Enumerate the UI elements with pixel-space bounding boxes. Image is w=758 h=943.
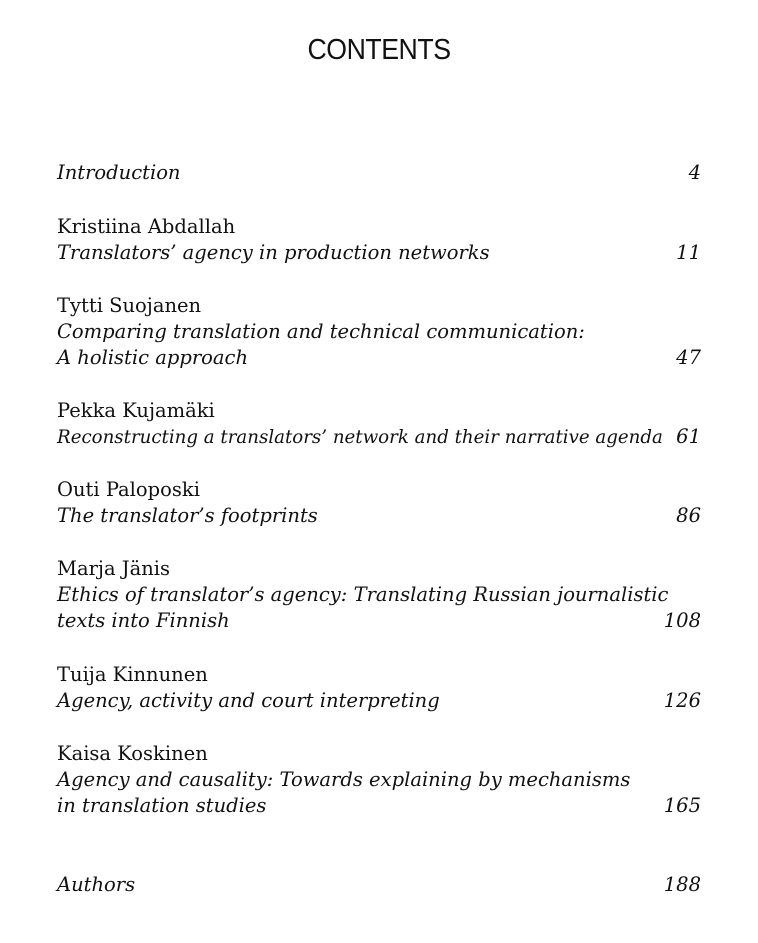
toc-entry-authors[interactable] bbox=[57, 872, 701, 898]
entry-title: Agency and causality: Towards explaining by mechanisms bbox=[57, 768, 631, 791]
page-number: 108 bbox=[663, 609, 701, 632]
page-number: 86 bbox=[676, 504, 701, 527]
entry-title-cont: A holistic approach bbox=[57, 346, 249, 369]
entry-title: Translators’ agency in production networks bbox=[57, 241, 490, 264]
page-title: CONTENTS bbox=[307, 34, 451, 66]
toc-entry-abdallah[interactable] bbox=[57, 214, 701, 266]
entry-title-cont: in translation studies bbox=[57, 794, 267, 817]
entry-title: Introduction bbox=[57, 161, 181, 184]
page-number: 4 bbox=[688, 161, 701, 184]
toc-entry-kujamaki[interactable] bbox=[57, 398, 701, 450]
entry-title: Authors bbox=[57, 873, 136, 896]
entry-title: The translator’s footprints bbox=[57, 504, 318, 527]
entry-title: Reconstructing a translators’ network and their narrative agenda bbox=[57, 427, 663, 448]
entry-author: Kaisa Koskinen bbox=[57, 742, 208, 765]
entry-title: Comparing translation and technical communication: bbox=[57, 320, 585, 343]
entry-author: Tytti Suojanen bbox=[57, 294, 202, 317]
page-number: 188 bbox=[663, 873, 701, 896]
toc-entry-suojanen[interactable] bbox=[57, 293, 701, 371]
toc-entry-janis[interactable] bbox=[57, 556, 701, 634]
page-number: 61 bbox=[676, 425, 701, 448]
page-number: 165 bbox=[663, 794, 701, 817]
toc-entry-paloposki[interactable] bbox=[57, 477, 701, 529]
entry-author: Kristiina Abdallah bbox=[57, 215, 236, 238]
entry-author: Outi Paloposki bbox=[57, 478, 200, 501]
entry-title-cont: texts into Finnish bbox=[57, 609, 230, 632]
page-number: 47 bbox=[676, 346, 701, 369]
entry-author: Pekka Kujamäki bbox=[57, 399, 215, 422]
toc-entry-kinnunen[interactable] bbox=[57, 662, 701, 714]
page-number: 11 bbox=[676, 241, 701, 264]
page-number: 126 bbox=[663, 689, 701, 712]
entry-title: Ethics of translator’s agency: Translating Russian journalistic bbox=[57, 583, 669, 606]
entry-title: Agency, activity and court interpreting bbox=[57, 689, 440, 712]
toc-entry-koskinen[interactable] bbox=[57, 741, 701, 819]
entry-author: Marja Jänis bbox=[57, 557, 171, 580]
entry-author: Tuija Kinnunen bbox=[57, 663, 208, 686]
toc-entry-introduction[interactable] bbox=[57, 160, 701, 186]
